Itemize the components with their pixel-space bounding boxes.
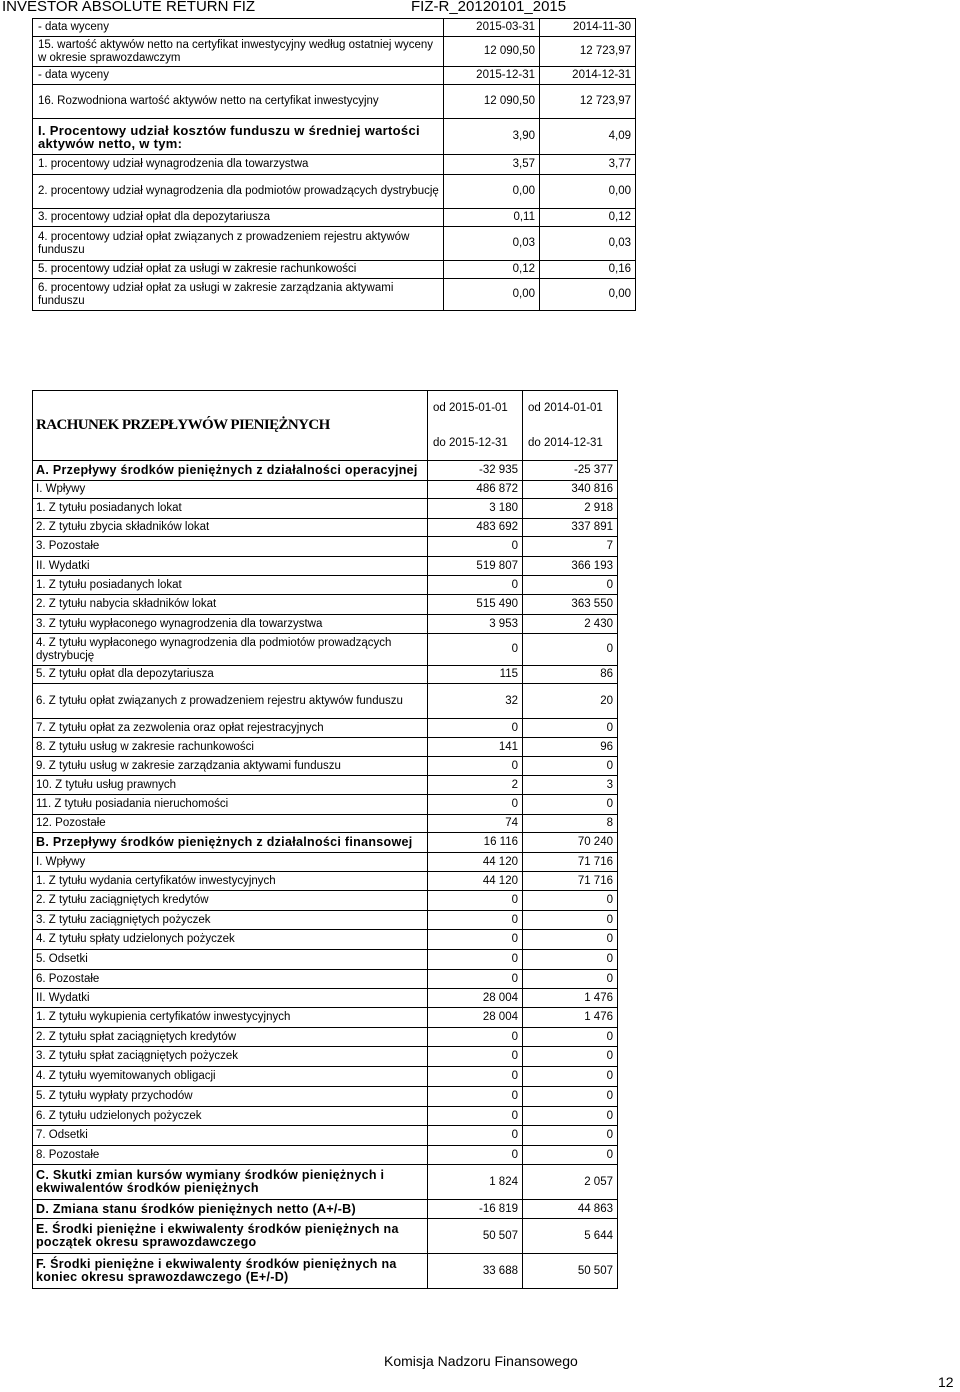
cash-flow-value-2014: 86 (523, 666, 618, 684)
cash-flow-row (33, 1146, 618, 1165)
indicator-value-current: 12 090,50 (444, 37, 540, 67)
indicator-value-previous: 4,09 (540, 119, 636, 155)
cash-flow-value-2015: 44 120 (428, 872, 523, 891)
cash-flow-row (33, 1028, 618, 1047)
cash-flow-value-2015: 515 490 (428, 595, 523, 615)
cash-flow-row (33, 576, 618, 595)
cash-flow-label: 5. Odsetki (33, 950, 428, 970)
cash-flow-value-2014: 44 863 (523, 1200, 618, 1219)
cash-flow-row (33, 1067, 618, 1087)
cash-flow-value-2015: 0 (428, 1126, 523, 1146)
indicator-label: 5. procentowy udział opłat za usługi w zakresie rachunkowości (33, 261, 444, 279)
cash-flow-row (33, 461, 618, 481)
indicator-value-previous: 2014-11-30 (540, 19, 636, 37)
fund-indicators-table (32, 18, 636, 311)
indicator-value-current: 12 090,50 (444, 85, 540, 119)
page-number: 12 (938, 1374, 954, 1390)
indicator-value-current: 0,00 (444, 279, 540, 311)
cash-flow-value-2015: -16 819 (428, 1200, 523, 1219)
cash-flow-value-2014: 7 (523, 537, 618, 557)
cash-flow-label: 5. Z tytułu opłat dla depozytariusza (33, 666, 428, 684)
cash-flow-value-2014: 0 (523, 795, 618, 815)
cash-flow-row (33, 989, 618, 1008)
cash-flow-label: C. Skutki zmian kursów wymiany środków pieniężnych i ekwiwalentów środków pieniężnych (33, 1165, 428, 1200)
cash-flow-value-2014: 363 550 (523, 595, 618, 615)
cash-flow-row (33, 872, 618, 891)
indicator-label: 6. procentowy udział opłat za usługi w zakresie zarządzania aktywami funduszu (33, 279, 444, 311)
cash-flow-label: 6. Z tytułu udzielonych pożyczek (33, 1107, 428, 1126)
cash-flow-value-2014: 0 (523, 1028, 618, 1047)
cash-flow-row (33, 776, 618, 795)
period-current-to: do 2015-12-31 (428, 427, 523, 461)
cash-flow-value-2015: 519 807 (428, 557, 523, 576)
indicator-value-previous: 0,00 (540, 279, 636, 311)
cash-flow-row (33, 757, 618, 776)
cash-flow-value-2014: 0 (523, 891, 618, 911)
cash-flow-row (33, 815, 618, 833)
cash-flow-value-2015: 0 (428, 795, 523, 815)
indicator-label: 15. wartość aktywów netto na certyfikat inwestycyjny według ostatniej wyceny w okresie sprawozdawczym (33, 37, 444, 67)
cash-flow-value-2014: 366 193 (523, 557, 618, 576)
indicator-row (33, 155, 636, 175)
cash-flow-value-2014: 0 (523, 719, 618, 738)
indicator-row (33, 279, 636, 311)
indicator-row (33, 261, 636, 279)
cash-flow-label: 3. Z tytułu zaciągniętych pożyczek (33, 911, 428, 930)
cash-flow-value-2014: 0 (523, 634, 618, 666)
cash-flow-value-2014: 0 (523, 1146, 618, 1165)
cash-flow-value-2015: 0 (428, 1146, 523, 1165)
cash-flow-label: 4. Z tytułu wypłaconego wynagrodzenia dla podmiotów prowadzących dystrybucję (33, 634, 428, 666)
cash-flow-value-2015: 0 (428, 950, 523, 970)
cash-flow-value-2015: 0 (428, 1067, 523, 1087)
cash-flow-row (33, 930, 618, 950)
cash-flow-value-2015: 0 (428, 537, 523, 557)
indicator-row (33, 19, 636, 37)
indicator-label: 2. procentowy udział wynagrodzenia dla podmiotów prowadzących dystrybucję (33, 175, 444, 209)
cash-flow-row (33, 1107, 618, 1126)
cash-flow-value-2015: 0 (428, 634, 523, 666)
cash-flow-value-2015: 0 (428, 719, 523, 738)
cash-flow-value-2015: 0 (428, 1087, 523, 1107)
period-current-from: od 2015-01-01 (428, 391, 523, 427)
cash-flow-value-2015: 0 (428, 911, 523, 930)
cash-flow-label: F. Środki pieniężne i ekwiwalenty środków pieniężnych na koniec okresu sprawozdawczego (E+/-D) (33, 1254, 428, 1289)
indicator-label: 4. procentowy udział opłat związanych z prowadzeniem rejestru aktywów funduszu (33, 227, 444, 261)
cash-flow-row (33, 1219, 618, 1254)
indicator-value-current: 0,03 (444, 227, 540, 261)
cash-flow-row (33, 615, 618, 634)
cash-flow-value-2014: 0 (523, 1126, 618, 1146)
cash-flow-row (33, 1008, 618, 1028)
cash-flow-label: 2. Z tytułu zbycia składników lokat (33, 519, 428, 537)
cash-flow-label: 4. Z tytułu wyemitowanych obligacji (33, 1067, 428, 1087)
indicator-label: 16. Rozwodniona wartość aktywów netto na certyfikat inwestycyjny (33, 85, 444, 119)
indicator-value-current: 3,57 (444, 155, 540, 175)
cash-flow-value-2014: 2 057 (523, 1165, 618, 1200)
cash-flow-value-2014: 340 816 (523, 481, 618, 499)
cash-flow-label: 6. Z tytułu opłat związanych z prowadzeniem rejestru aktywów funduszu (33, 684, 428, 719)
cash-flow-label: 10. Z tytułu usług prawnych (33, 776, 428, 795)
cash-flow-row (33, 1047, 618, 1067)
cash-flow-value-2014: 96 (523, 738, 618, 757)
cash-flow-label: D. Zmiana stanu środków pieniężnych netto (A+/-B) (33, 1200, 428, 1219)
cash-flow-label: 6. Pozostałe (33, 970, 428, 989)
cash-flow-value-2014: 20 (523, 684, 618, 719)
cash-flow-row (33, 833, 618, 853)
cash-flow-row (33, 1126, 618, 1146)
indicator-value-previous: 3,77 (540, 155, 636, 175)
cash-flow-value-2014: 0 (523, 1047, 618, 1067)
cash-flow-row (33, 537, 618, 557)
cash-flow-label: II. Wydatki (33, 557, 428, 576)
indicator-value-current: 0,00 (444, 175, 540, 209)
cash-flow-label: 2. Z tytułu zaciągniętych kredytów (33, 891, 428, 911)
cash-flow-label: 11. Z tytułu posiadania nieruchomości (33, 795, 428, 815)
cash-flow-row (33, 666, 618, 684)
cash-flow-label: E. Środki pieniężne i ekwiwalenty środków pieniężnych na początek okresu sprawozdawczego (33, 1219, 428, 1254)
cash-flow-label: 8. Pozostałe (33, 1146, 428, 1165)
period-previous-to: do 2014-12-31 (523, 427, 618, 461)
cash-flow-value-2015: 0 (428, 757, 523, 776)
cash-flow-value-2014: -25 377 (523, 461, 618, 481)
cash-flow-value-2015: 486 872 (428, 481, 523, 499)
indicator-value-previous: 0,03 (540, 227, 636, 261)
cash-flow-value-2014: 1 476 (523, 1008, 618, 1028)
indicator-value-current: 2015-12-31 (444, 67, 540, 85)
cash-flow-value-2015: 0 (428, 891, 523, 911)
cash-flow-value-2014: 2 918 (523, 499, 618, 519)
indicator-label: - data wyceny (33, 67, 444, 85)
cash-flow-label: 2. Z tytułu spłat zaciągniętych kredytów (33, 1028, 428, 1047)
cash-flow-label: 9. Z tytułu usług w zakresie zarządzania aktywami funduszu (33, 757, 428, 776)
cash-flow-value-2015: 2 (428, 776, 523, 795)
cash-flow-value-2015: 28 004 (428, 1008, 523, 1028)
cash-flow-value-2015: 1 824 (428, 1165, 523, 1200)
cash-flow-value-2014: 0 (523, 1067, 618, 1087)
indicator-value-previous: 0,12 (540, 209, 636, 227)
cash-flow-label: 1. Z tytułu posiadanych lokat (33, 499, 428, 519)
cash-flow-label: 1. Z tytułu wydania certyfikatów inwestycyjnych (33, 872, 428, 891)
cash-flow-label: B. Przepływy środków pieniężnych z działalności finansowej (33, 833, 428, 853)
cash-flow-label: 7. Z tytułu opłat za zezwolenia oraz opłat rejestracyjnych (33, 719, 428, 738)
cash-flow-row (33, 719, 618, 738)
cash-flow-value-2015: 0 (428, 576, 523, 595)
indicator-row (33, 85, 636, 119)
document-code: FIZ-R_20120101_2015 (411, 0, 567, 15)
footer-authority: Komisja Nadzoru Finansowego (384, 1353, 578, 1369)
cash-flow-label: 8. Z tytułu usług w zakresie rachunkowości (33, 738, 428, 757)
cash-flow-value-2015: -32 935 (428, 461, 523, 481)
indicator-value-previous: 12 723,97 (540, 85, 636, 119)
cash-flow-label: 12. Pozostałe (33, 815, 428, 833)
cash-flow-row (33, 950, 618, 970)
cash-flow-value-2014: 2 430 (523, 615, 618, 634)
indicator-row (33, 209, 636, 227)
cash-flow-title: RACHUNEK PRZEPŁYWÓW PIENIĘŻNYCH (33, 391, 428, 461)
indicator-value-current: 2015-03-31 (444, 19, 540, 37)
cash-flow-value-2014: 0 (523, 970, 618, 989)
cash-flow-value-2015: 44 120 (428, 853, 523, 872)
cash-flow-label: 7. Odsetki (33, 1126, 428, 1146)
period-previous-from: od 2014-01-01 (523, 391, 618, 427)
indicator-label: I. Procentowy udział kosztów funduszu w średniej wartości aktywów netto, w tym: (33, 119, 444, 155)
cash-flow-row (33, 1200, 618, 1219)
cash-flow-row (33, 1165, 618, 1200)
cash-flow-label: 5. Z tytułu wypłaty przychodów (33, 1087, 428, 1107)
cash-flow-label: A. Przepływy środków pieniężnych z działalności operacyjnej (33, 461, 428, 481)
cash-flow-value-2015: 0 (428, 970, 523, 989)
cash-flow-value-2015: 32 (428, 684, 523, 719)
indicator-label: 1. procentowy udział wynagrodzenia dla towarzystwa (33, 155, 444, 175)
cash-flow-label: 3. Pozostałe (33, 537, 428, 557)
cash-flow-row (33, 684, 618, 719)
cash-flow-row (33, 634, 618, 666)
cash-flow-label: 3. Z tytułu spłat zaciągniętych pożyczek (33, 1047, 428, 1067)
cash-flow-value-2015: 483 692 (428, 519, 523, 537)
cash-flow-value-2015: 33 688 (428, 1254, 523, 1289)
indicator-value-current: 0,11 (444, 209, 540, 227)
indicator-value-previous: 0,00 (540, 175, 636, 209)
indicator-label: 3. procentowy udział opłat dla depozytariusza (33, 209, 444, 227)
cash-flow-value-2015: 3 953 (428, 615, 523, 634)
cash-flow-label: 3. Z tytułu wypłaconego wynagrodzenia dla towarzystwa (33, 615, 428, 634)
cash-flow-row (33, 795, 618, 815)
indicator-value-previous: 0,16 (540, 261, 636, 279)
cash-flow-label: 1. Z tytułu wykupienia certyfikatów inwestycyjnych (33, 1008, 428, 1028)
cash-flow-row (33, 1254, 618, 1289)
cash-flow-row (33, 499, 618, 519)
indicator-row (33, 37, 636, 67)
cash-flow-row (33, 853, 618, 872)
cash-flow-value-2014: 0 (523, 950, 618, 970)
cash-flow-row (33, 891, 618, 911)
fund-name: INVESTOR ABSOLUTE RETURN FIZ (2, 0, 256, 15)
cash-flow-value-2015: 28 004 (428, 989, 523, 1008)
cash-flow-row (33, 1087, 618, 1107)
cash-flow-value-2015: 0 (428, 1107, 523, 1126)
cash-flow-value-2015: 0 (428, 1047, 523, 1067)
cash-flow-value-2014: 70 240 (523, 833, 618, 853)
cash-flow-value-2014: 3 (523, 776, 618, 795)
cash-flow-row (33, 595, 618, 615)
cash-flow-value-2014: 0 (523, 911, 618, 930)
cash-flow-label: I. Wpływy (33, 853, 428, 872)
indicator-value-current: 3,90 (444, 119, 540, 155)
cash-flow-value-2015: 74 (428, 815, 523, 833)
cash-flow-value-2014: 0 (523, 757, 618, 776)
cash-flow-row (33, 481, 618, 499)
indicator-row (33, 119, 636, 155)
cash-flow-value-2014: 337 891 (523, 519, 618, 537)
cash-flow-value-2014: 0 (523, 1087, 618, 1107)
cash-flow-value-2014: 50 507 (523, 1254, 618, 1289)
indicator-label: - data wyceny (33, 19, 444, 37)
cash-flow-value-2014: 71 716 (523, 872, 618, 891)
cash-flow-label: I. Wpływy (33, 481, 428, 499)
cash-flow-value-2015: 115 (428, 666, 523, 684)
cash-flow-value-2014: 1 476 (523, 989, 618, 1008)
indicator-value-previous: 12 723,97 (540, 37, 636, 67)
cash-flow-row (33, 970, 618, 989)
cash-flow-table (32, 390, 618, 1289)
cash-flow-value-2014: 0 (523, 930, 618, 950)
cash-flow-row (33, 738, 618, 757)
cash-flow-label: 2. Z tytułu nabycia składników lokat (33, 595, 428, 615)
cash-flow-value-2015: 50 507 (428, 1219, 523, 1254)
cash-flow-value-2014: 5 644 (523, 1219, 618, 1254)
cash-flow-value-2014: 8 (523, 815, 618, 833)
cash-flow-value-2015: 3 180 (428, 499, 523, 519)
cash-flow-value-2015: 0 (428, 1028, 523, 1047)
indicator-value-current: 0,12 (444, 261, 540, 279)
indicator-row (33, 67, 636, 85)
cash-flow-value-2015: 0 (428, 930, 523, 950)
cash-flow-value-2015: 141 (428, 738, 523, 757)
cash-flow-label: 4. Z tytułu spłaty udzielonych pożyczek (33, 930, 428, 950)
cash-flow-value-2015: 16 116 (428, 833, 523, 853)
document-header (0, 0, 960, 16)
cash-flow-value-2014: 0 (523, 576, 618, 595)
cash-flow-label: 1. Z tytułu posiadanych lokat (33, 576, 428, 595)
indicator-row (33, 175, 636, 209)
cash-flow-row (33, 519, 618, 537)
indicator-row (33, 227, 636, 261)
cash-flow-row (33, 911, 618, 930)
cash-flow-label: II. Wydatki (33, 989, 428, 1008)
cash-flow-value-2014: 0 (523, 1107, 618, 1126)
cash-flow-value-2014: 71 716 (523, 853, 618, 872)
cash-flow-row (33, 557, 618, 576)
indicator-value-previous: 2014-12-31 (540, 67, 636, 85)
cash-flow-header-row (33, 391, 618, 427)
